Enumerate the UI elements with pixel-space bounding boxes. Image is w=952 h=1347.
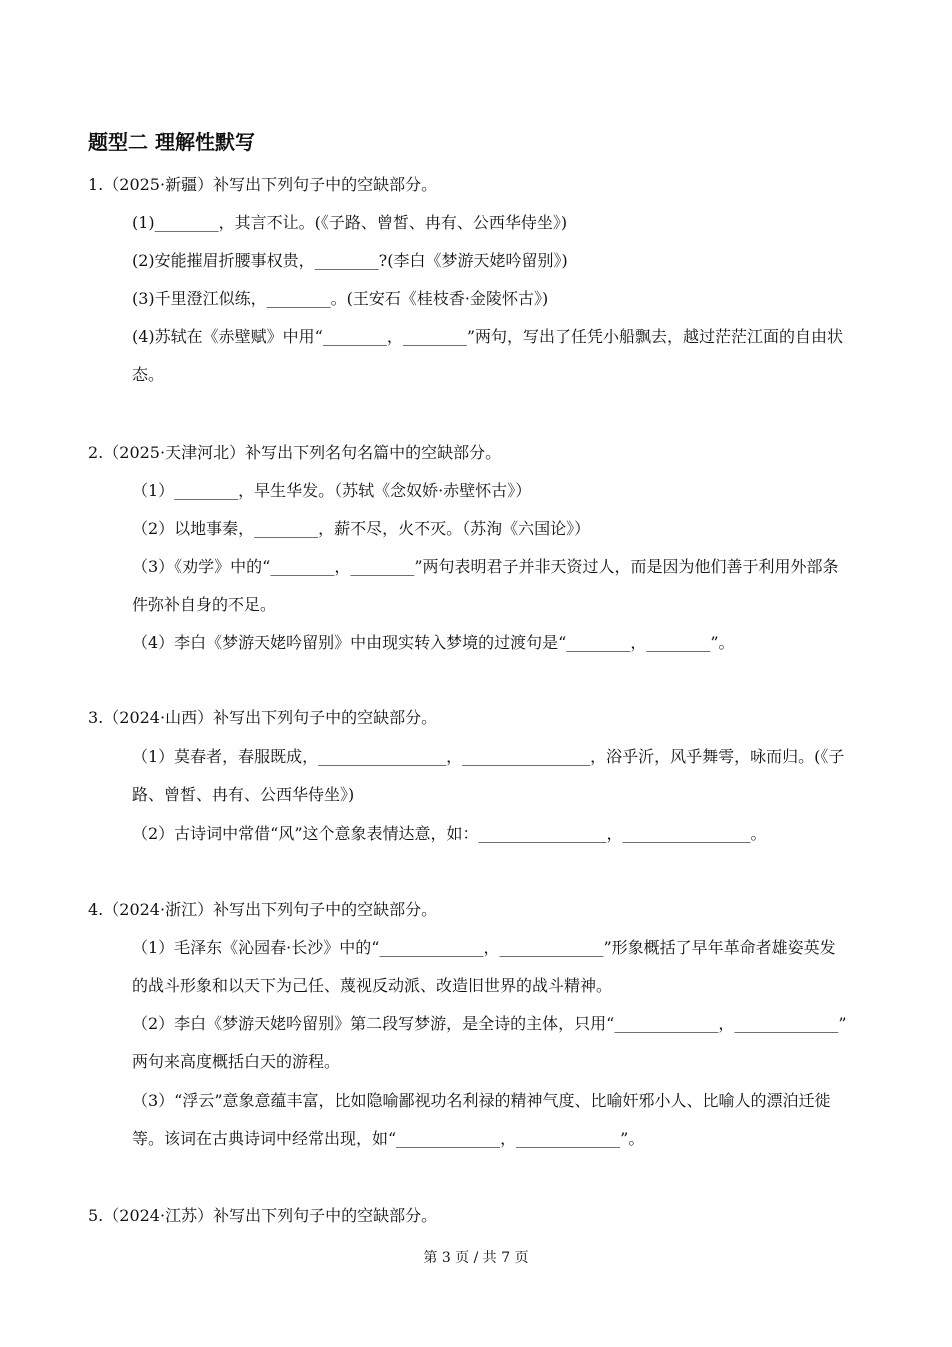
section-title: 题型二 理解性默写: [88, 130, 255, 154]
question-1-item-3: (3)千里澄江似练，________。(王安石《桂枝香·金陵怀古》): [132, 289, 549, 308]
question-2-item-2: （2）以地事秦，________，薪不尽，火不灭。（苏洵《六国论》）: [132, 519, 591, 538]
question-2-item-4: （4）李白《梦游天姥吟留别》中由现实转入梦境的过渡句是“________，________”。: [132, 633, 735, 652]
question-4-item-1: （1）毛泽东《沁园春·长沙》中的“_____________，_____________”形象概括了早年革命者雄姿英发: [132, 938, 836, 957]
question-4-stem: 4.（2024·浙江）补写出下列句子中的空缺部分。: [88, 900, 438, 919]
question-3-item-1: （1）莫春者，春服既成，________________，________________，浴乎沂，风乎舞雩，咏而归。(《子: [132, 747, 845, 766]
question-1-stem: 1.（2025·新疆）补写出下列句子中的空缺部分。: [88, 175, 438, 194]
question-4-item-2-cont: 两句来高度概括白天的游程。: [132, 1052, 341, 1071]
question-2-item-1: （1）________，早生华发。（苏轼《念奴娇·赤壁怀古》）: [132, 481, 532, 500]
question-4-item-3: （3）“浮云”意象意蕴丰富，比如隐喻鄙视功名利禄的精神气度、比喻奸邪小人、比喻人的漂泊迁徙: [132, 1091, 831, 1110]
question-1-item-1: (1)________，其言不让。(《子路、曾皙、冉有、公西华侍坐》): [132, 213, 568, 232]
question-4-item-3-cont: 等。该词在古典诗词中经常出现，如“_____________，_____________”。: [132, 1129, 645, 1148]
question-2-item-3: （3）《劝学》中的“________，________”两句表明君子并非天资过人，而是因为他们善于利用外部条: [132, 557, 839, 576]
question-3-item-2: （2）古诗词中常借“风”这个意象表情达意，如：________________，________________。: [132, 824, 767, 843]
question-1-item-2: (2)安能摧眉折腰事权贵，________?(李白《梦游天姥吟留别》): [132, 251, 568, 270]
question-4-item-2: （2）李白《梦游天姥吟留别》第二段写梦游，是全诗的主体，只用“_____________，_____________”: [132, 1014, 847, 1033]
question-2-stem: 2.（2025·天津河北）补写出下列名句名篇中的空缺部分。: [88, 443, 502, 462]
question-1-item-4: (4)苏轼在《赤壁赋》中用“________，________”两句，写出了任凭小船飘去，越过茫茫江面的自由状: [132, 327, 844, 346]
question-3-stem: 3.（2024·山西）补写出下列句子中的空缺部分。: [88, 708, 438, 727]
question-2-item-3-cont: 件弥补自身的不足。: [132, 595, 277, 614]
question-5-stem: 5.（2024·江苏）补写出下列句子中的空缺部分。: [88, 1206, 438, 1225]
page-footer: 第 3 页 / 共 7 页: [423, 1250, 529, 1266]
question-1-item-4-cont: 态。: [132, 365, 165, 384]
question-3-item-1-cont: 路、曾皙、冉有、公西华侍坐》): [132, 785, 355, 804]
question-4-item-1-cont: 的战斗形象和以天下为己任、蔑视反动派、改造旧世界的战斗精神。: [132, 976, 613, 995]
